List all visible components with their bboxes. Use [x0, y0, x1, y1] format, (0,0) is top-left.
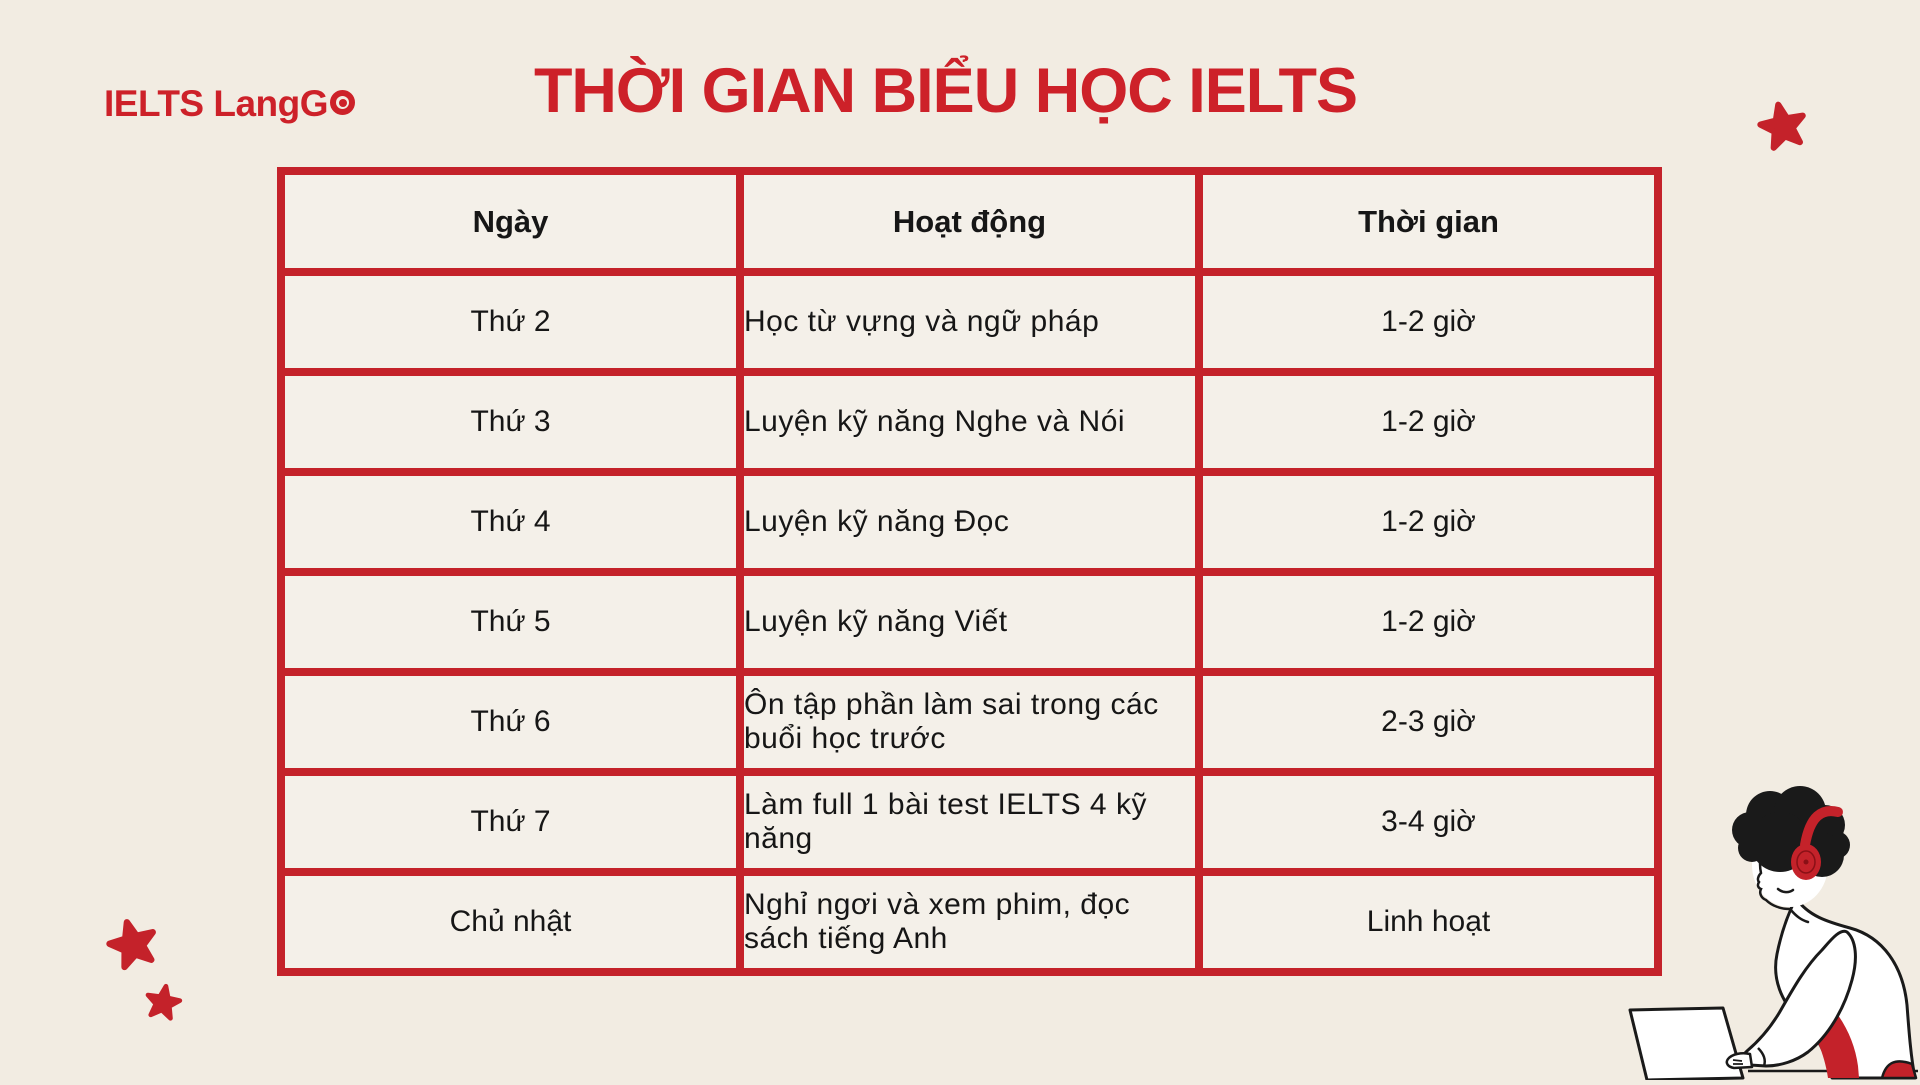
- day-cell: Chủ nhật: [281, 872, 740, 972]
- activity-cell: Luyện kỹ năng Đọc: [740, 472, 1199, 572]
- star-icon: [139, 979, 188, 1028]
- time-cell: 2-3 giờ: [1199, 672, 1658, 772]
- activity-cell: Làm full 1 bài test IELTS 4 kỹ năng: [740, 772, 1199, 872]
- activity-cell: Nghỉ ngơi và xem phim, đọc sách tiếng Anh: [740, 872, 1199, 972]
- brand-logo: [104, 84, 355, 124]
- table-row: [281, 772, 1658, 872]
- brand-logo-text: IELTS LangG: [104, 83, 329, 124]
- column-header-time: Thời gian: [1199, 171, 1658, 272]
- column-header-day: Ngày: [281, 171, 740, 272]
- schedule-table: [277, 167, 1662, 976]
- table-row: [281, 672, 1658, 772]
- time-cell: 1-2 giờ: [1199, 572, 1658, 672]
- day-cell: Thứ 6: [281, 672, 740, 772]
- activity-cell: Học từ vựng và ngữ pháp: [740, 272, 1199, 372]
- schedule-table-wrapper: [277, 167, 1662, 976]
- header-row: [281, 171, 1658, 272]
- activity-cell: Ôn tập phần làm sai trong các buổi học trước: [740, 672, 1199, 772]
- table-row: [281, 472, 1658, 572]
- activity-cell: Luyện kỹ năng Viết: [740, 572, 1199, 672]
- day-cell: Thứ 4: [281, 472, 740, 572]
- time-cell: 3-4 giờ: [1199, 772, 1658, 872]
- table-row: [281, 872, 1658, 972]
- activity-cell: Luyện kỹ năng Nghe và Nói: [740, 372, 1199, 472]
- day-cell: Thứ 7: [281, 772, 740, 872]
- star-icon: [1750, 94, 1816, 160]
- time-cell: 1-2 giờ: [1199, 372, 1658, 472]
- table-row: [281, 572, 1658, 672]
- star-icon: [97, 909, 168, 980]
- logo-o-icon: [330, 90, 355, 115]
- table-row: [281, 372, 1658, 472]
- page-title: THỜI GIAN BIỂU HỌC IELTS: [533, 56, 1358, 126]
- day-cell: Thứ 2: [281, 272, 740, 372]
- day-cell: Thứ 3: [281, 372, 740, 472]
- time-cell: 1-2 giờ: [1199, 272, 1658, 372]
- column-header-activity: Hoạt động: [740, 171, 1199, 272]
- time-cell: 1-2 giờ: [1199, 472, 1658, 572]
- time-cell: Linh hoạt: [1199, 872, 1658, 972]
- student-laptop-illustration: [1600, 770, 1920, 1080]
- day-cell: Thứ 5: [281, 572, 740, 672]
- table-row: [281, 272, 1658, 372]
